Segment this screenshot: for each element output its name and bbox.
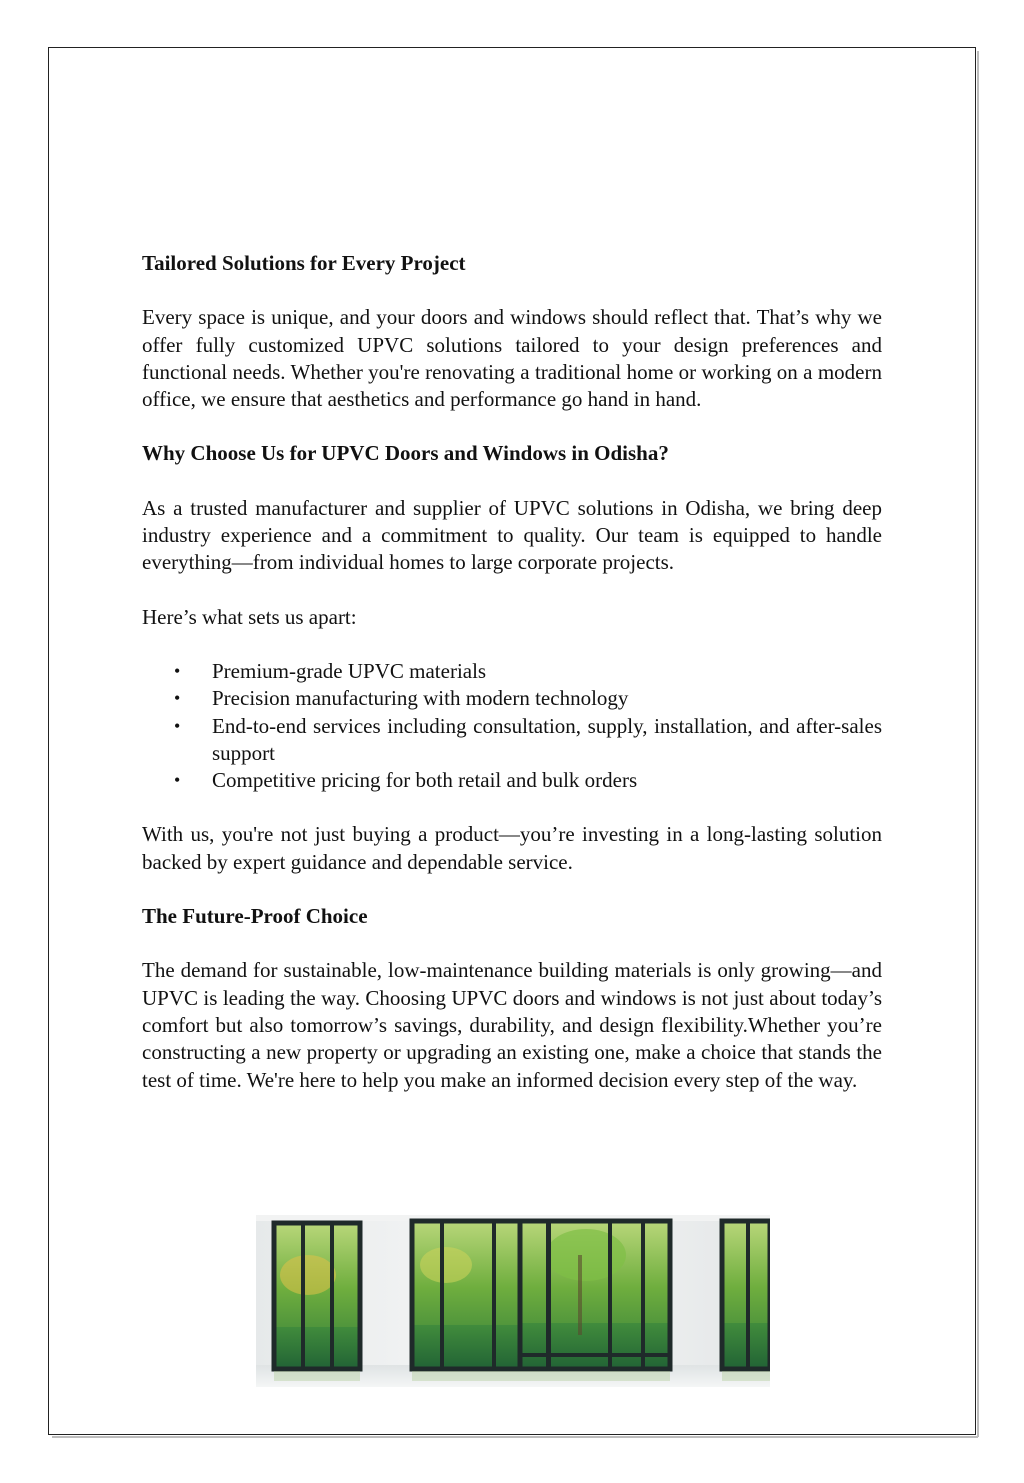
bullet-icon: •: [174, 770, 181, 791]
window-center-left: [412, 1221, 520, 1369]
paragraph-closing: With us, you're not just buying a product—you’re investing in a long-lasting solution backed by expert guidance and dependable service.: [142, 822, 882, 874]
list-item: • Premium-grade UPVC materials: [212, 658, 882, 685]
window-right: [722, 1221, 770, 1369]
paragraph-future-proof: The demand for sustainable, low-maintenance building materials is only growing—and UPVC is leading the way. Choosing UPVC doors and windows is not just about today’s comfort but also tomorrow’s savings, durability, and design flexibility.Whether you’re constructing a new property or upgrading an existing one, make a choice that stands the test of time. We're here to help you make an informed decision every step of the way.: [142, 958, 882, 1092]
list-item: • End-to-end services including consultation, supply, installation, and after-sales support: [174, 713, 882, 765]
bullet-icon: •: [174, 715, 181, 736]
bullet-icon: •: [174, 688, 181, 709]
heading-tailored-solutions: Tailored Solutions for Every Project: [142, 251, 466, 275]
paragraph-what-sets-apart: Here’s what sets us apart:: [142, 604, 357, 629]
list-item: • Precision manufacturing with modern technology: [212, 685, 882, 712]
heading-future-proof: The Future-Proof Choice: [142, 904, 368, 929]
bullet-icon: •: [174, 660, 181, 681]
window-left: [274, 1223, 360, 1369]
list-item: • Competitive pricing for both retail and bulk orders: [212, 767, 882, 794]
heading-why-choose-us: Why Choose Us for UPVC Doors and Windows in Odisha?: [142, 441, 669, 466]
document-body: [142, 250, 882, 1094]
paragraph-tailored-solutions: Every space is unique, and your doors and windows should reflect that. That’s why we offer fully customized UPVC solutions tailored to your design preferences and functional needs. Whether you're renovating a traditional home or working on a modern office, we ensure that aesthetics and performance go hand in hand.: [142, 305, 882, 412]
features-list: [142, 658, 882, 794]
paragraph-why-choose-us: As a trusted manufacturer and supplier of UPVC solutions in Odisha, we bring deep industry experience and a commitment to quality. Our team is equipped to handle everything—from individual homes to large corporate projects.: [142, 495, 882, 575]
upvc-windows-photo: [256, 1215, 770, 1387]
window-center-right: [520, 1221, 670, 1369]
